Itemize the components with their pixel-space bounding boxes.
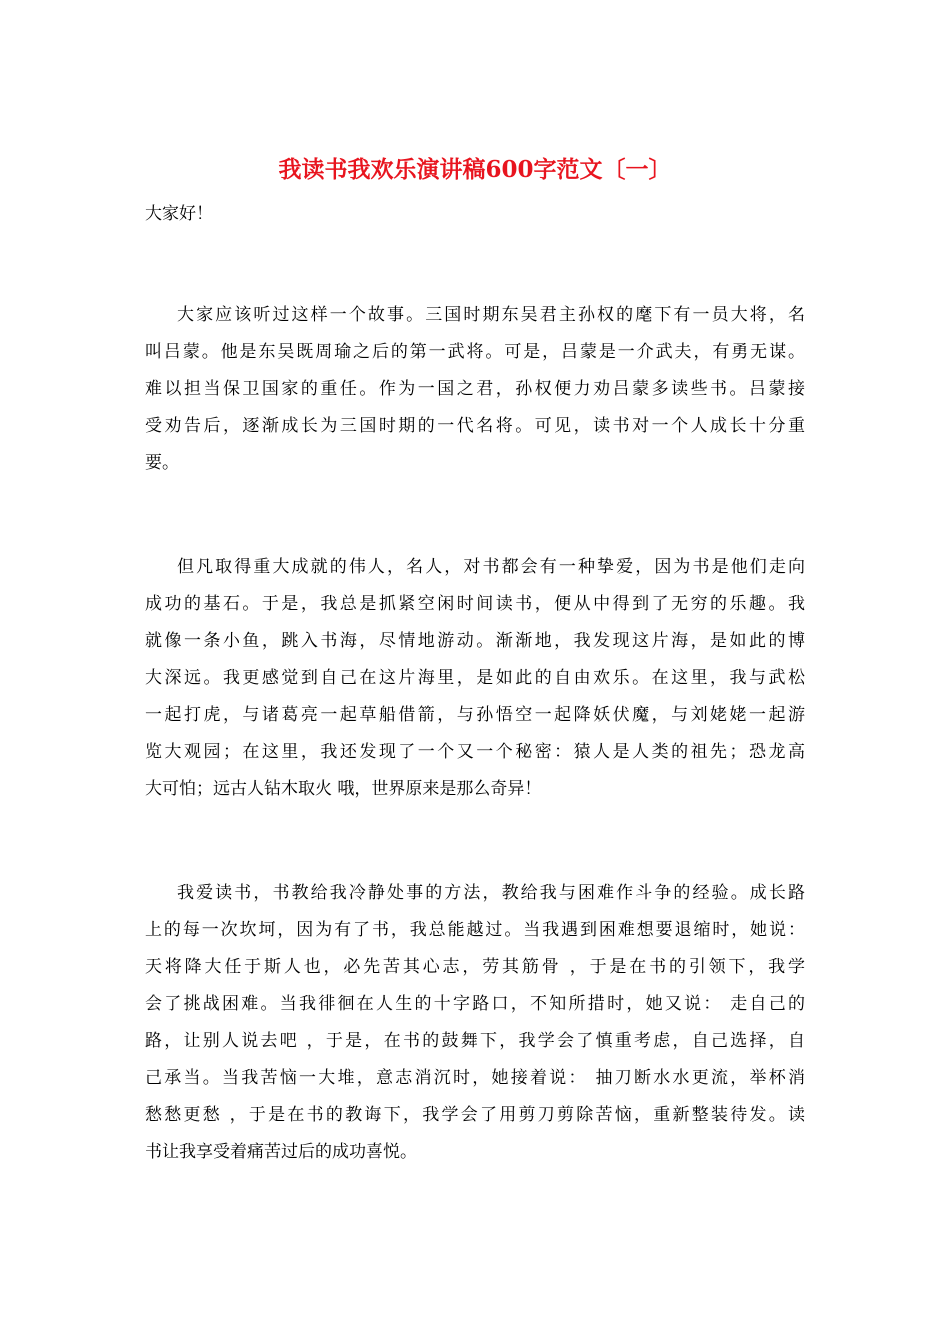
paragraph-line: 大家应该听过这样一个故事。三国时期东吴君主孙权的麾下有一员大将，名	[177, 305, 805, 325]
paragraph-line: 受劝告后，逐渐成长为三国时期的一代名将。可见，读书对一个人成长十分重	[145, 416, 805, 436]
paragraph-line: 己承当。当我苦恼一大堆，意志消沉时，她接着说： 抽刀断水水更流，举杯消	[145, 1068, 805, 1088]
paragraph-1	[145, 297, 805, 482]
paragraph-line: 览大观园；在这里，我还发现了一个又一个秘密：猿人是人类的祖先；恐龙高	[145, 742, 805, 762]
paragraph-line: 但凡取得重大成就的伟人，名人，对书都会有一种挚爱，因为书是他们走向	[177, 557, 805, 577]
paragraph-line: 我爱读书，书教给我冷静处事的方法，教给我与困难作斗争的经验。成长路	[177, 883, 805, 903]
paragraph-line: 大深远。我更感觉到自己在这片海里，是如此的自由欢乐。在这里，我与武松	[145, 668, 805, 688]
paragraph-line: 要。	[145, 453, 179, 473]
paragraph-3	[145, 875, 805, 1171]
paragraph-line: 大可怕；远古人钻木取火 哦，世界原来是那么奇异！	[145, 779, 542, 799]
paragraph-line: 难以担当保卫国家的重任。作为一国之君，孙权便力劝吕蒙多读些书。吕蒙接	[145, 379, 805, 399]
paragraph-line: 就像一条小鱼，跳入书海，尽情地游动。渐渐地，我发现这片海，是如此的博	[145, 631, 805, 651]
paragraph-line: 路，让别人说去吧 ，于是，在书的鼓舞下，我学会了慎重考虑，自己选择，自	[145, 1031, 805, 1051]
paragraph-line: 一起打虎，与诸葛亮一起草船借箭，与孙悟空一起降妖伏魔，与刘姥姥一起游	[145, 705, 805, 725]
paragraph-line: 叫吕蒙。他是东吴既周瑜之后的第一武将。可是，吕蒙是一介武夫，有勇无谋。	[145, 342, 805, 362]
greeting-text: 大家好！	[145, 204, 213, 224]
paragraph-line: 上的每一次坎坷，因为有了书，我总能越过。当我遇到困难想要退缩时，她说：	[145, 920, 805, 940]
paragraph-line: 书让我享受着痛苦过后的成功喜悦。	[145, 1142, 417, 1162]
document-title: 我读书我欢乐演讲稿600字范文〔一〕	[278, 156, 672, 183]
paragraph-line: 成功的基石。于是，我总是抓紧空闲时间读书，便从中得到了无穷的乐趣。我	[145, 594, 805, 614]
paragraph-line: 会了挑战困难。当我徘徊在人生的十字路口，不知所措时，她又说： 走自己的	[145, 994, 805, 1014]
paragraph-2	[145, 549, 805, 808]
paragraph-line: 天将降大任于斯人也，必先苦其心志，劳其筋骨 ，于是在书的引领下，我学	[145, 957, 805, 977]
paragraph-line: 愁愁更愁 ，于是在书的教诲下，我学会了用剪刀剪除苦恼，重新整装待发。读	[145, 1105, 805, 1125]
